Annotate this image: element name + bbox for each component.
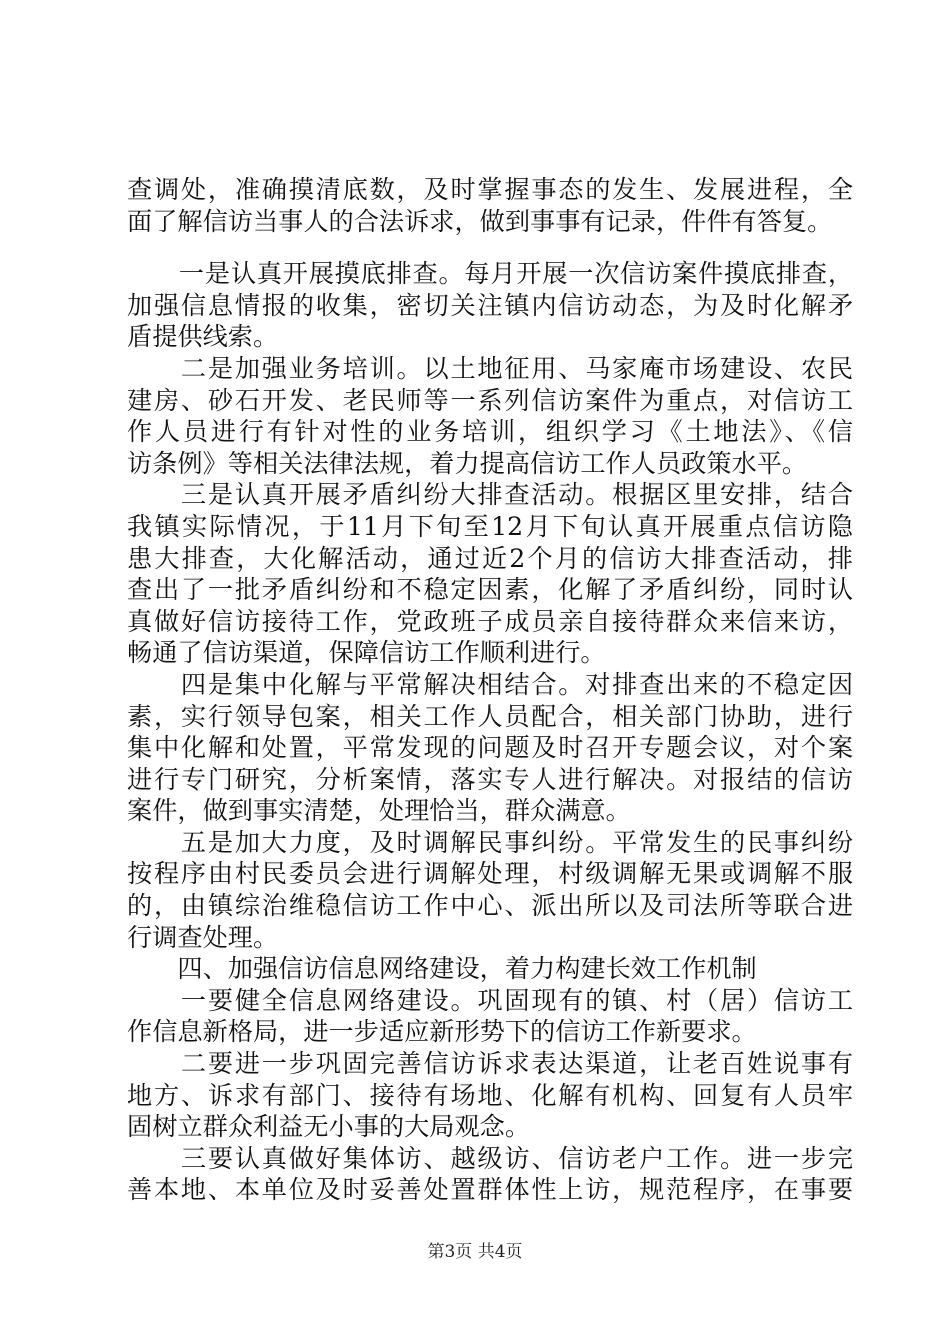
text-line: 地方、诉求有部门、接待有场地、化解有机构、回复有人员牢 (127, 1080, 853, 1110)
text-line: 三要认真做好集体访、越级访、信访老户工作。进一步完 (127, 1143, 853, 1173)
text-line: 建房、砂石开发、老民师等一系列信访案件为重点，对信访工 (127, 385, 853, 415)
text-line: 患大排查，大化解活动，通过近2个月的信访大排查活动，排 (127, 543, 853, 573)
text-line: 真做好信访接待工作，党政班子成员亲自接待群众来信来访， (127, 606, 853, 636)
text-line: 面了解信访当事人的合法诉求，做到事事有记录，件件有答复。 (127, 206, 833, 236)
text-line: 畅通了信访渠道，保障信访工作顺利进行。 (127, 638, 606, 668)
page-footer: 第3页 共4页 (427, 1242, 523, 1262)
text-line: 进行专门研究，分析案情，落实专人进行解决。对报结的信访 (127, 764, 853, 794)
text-line: 作人员进行有针对性的业务培训，组织学习《土地法》、《信 (127, 417, 853, 447)
text-line: 五是加大力度，及时调解民事纠纷。平常发生的民事纠纷 (127, 827, 853, 857)
text-line: 三是认真开展矛盾纠纷大排查活动。根据区里安排，结合 (127, 480, 853, 510)
text-line: 加强信息情报的收集，密切关注镇内信访动态，为及时化解矛 (127, 290, 853, 320)
text-line: 行调查处理。 (127, 922, 279, 952)
text-line: 四是集中化解与平常解决相结合。对排查出来的不稳定因 (127, 669, 853, 699)
text-line: 作信息新格局，进一步适应新形势下的信访工作新要求。 (127, 1017, 757, 1047)
text-line: 固树立群众利益无小事的大局观念。 (127, 1112, 530, 1142)
text-line: 按程序由村民委员会进行调解处理，村级调解无果或调解不服 (127, 859, 853, 889)
text-line: 的，由镇综治维稳信访工作中心、派出所以及司法所等联合进 (127, 891, 853, 921)
text-line: 盾提供线索。 (127, 322, 279, 352)
text-line: 我镇实际情况，于11月下旬至12月下旬认真开展重点信访隐 (127, 511, 853, 541)
document-body (127, 174, 853, 1206)
text-line: 查出了一批矛盾纠纷和不稳定因素，化解了矛盾纠纷，同时认 (127, 575, 853, 605)
text-line: 素，实行领导包案，相关工作人员配合，相关部门协助，进行 (127, 701, 853, 731)
text-line: 四、加强信访信息网络建设，着力构建长效工作机制 (127, 954, 757, 984)
text-line: 访条例》等相关法律法规，着力提高信访工作人员政策水平。 (127, 448, 808, 478)
text-line: 一要健全信息网络建设。巩固现有的镇、村（居）信访工 (127, 985, 853, 1015)
text-line: 查调处，准确摸清底数，及时掌握事态的发生、发展进程，全 (127, 175, 853, 204)
paragraph-gap (127, 237, 853, 258)
text-line: 善本地、本单位及时妥善处置群体性上访，规范程序，在事要 (127, 1175, 853, 1205)
text-line: 一是认真开展摸底排查。每月开展一次信访案件摸底排查， (127, 259, 853, 289)
text-line: 二是加强业务培训。以土地征用、马家庵市场建设、农民 (127, 353, 853, 383)
text-line: 案件，做到事实清楚，处理恰当，群众满意。 (127, 796, 631, 826)
text-line: 二要进一步巩固完善信访诉求表达渠道，让老百姓说事有 (127, 1049, 853, 1079)
text-line: 集中化解和处置，平常发现的问题及时召开专题会议，对个案 (127, 733, 853, 763)
